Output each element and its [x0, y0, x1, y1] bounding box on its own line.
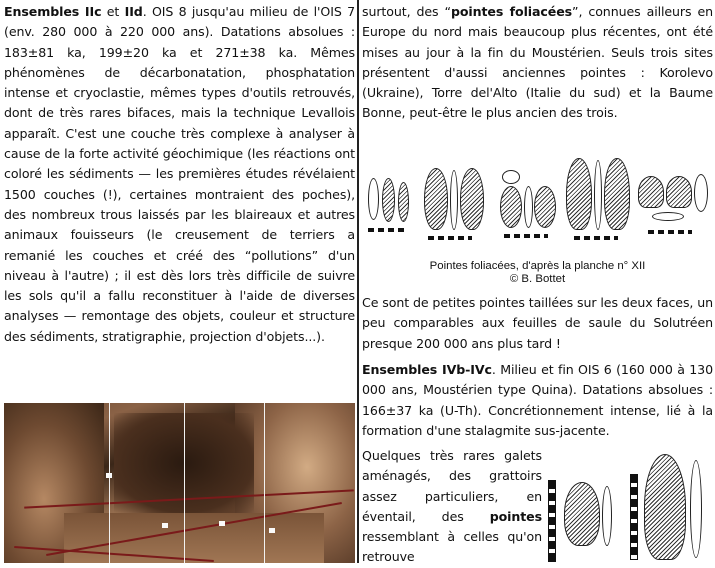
foliate-point-drawing: [368, 178, 379, 220]
scale-bar: [368, 228, 408, 232]
sample-tag: [269, 528, 275, 533]
foliate-point-drawing: [450, 170, 458, 230]
foliate-point-drawing: [534, 186, 556, 228]
figure-caption: Pointes foliacées, d'après la planche n° XII: [429, 260, 646, 272]
galets-paragraph: Quelques très rares galets aménagés, des grattoirs assez particuliers, en éventail, des pointes ressemblant à celles qu'on retrouve: [362, 448, 542, 565]
scale-bar: [630, 474, 638, 560]
foliate-point-drawing: [594, 160, 602, 230]
foliate-point-drawing: [524, 186, 533, 228]
point-drawing: [690, 460, 702, 558]
foliate-point-drawing: [694, 174, 708, 212]
ensembles-IIc-IId-text: . OIS 8 jusqu'au milieu de l'OIS 7 (env. 280 000 à 220 000 ans). Datations absolues : 183±81 ka, 199±20 ka et 271±38 ka. Mêmes phénomènes de décarbonatation, phosphatation intense et cryoclastie, mêmes types d'outils retrouvés, dont de très rares bifaces, mais la technique Levallois apparaît. C'est une couche très complexe à analyser à cause de la forte activité géochimique (les réactions ont coloré les sédiments — les premières études révélaient 1500 couches (!), certaines montraient des poches), des nombreux trous laissés par les blaireaux et autres animaux fouisseurs (le creusement de terriers a remanié les couches et créé des “pollutions” d'un niveau à l'autre) ; il est dès lors très difficile de suivre les sols qu'il a fallu reconstituer à l'aide de diverses analyses — remontage des objets, couleur et structure des sédiments, stratigraphie, projection d'objets...).: [4, 4, 355, 344]
scale-bar: [548, 480, 556, 562]
pointes-foliacees-term: pointes foliacées: [450, 4, 573, 19]
figure-credit: © B. Bottet: [509, 273, 566, 285]
foliate-point-drawing: [566, 158, 592, 230]
foliate-point-drawing: [460, 168, 484, 230]
heading-IIc: Ensembles IIc: [4, 4, 102, 19]
pointes-term: pointes: [489, 508, 542, 524]
left-column: [4, 0, 355, 347]
point-drawing: [564, 482, 600, 546]
sample-tag: [106, 473, 112, 478]
column-divider: [357, 0, 359, 563]
sample-tag: [219, 521, 225, 526]
cave-excavation-photo: [4, 403, 355, 563]
tool-drawings: [548, 452, 713, 563]
scale-bar: [428, 236, 472, 240]
foliate-point-drawing: [424, 168, 448, 230]
foliate-point-drawing: [666, 176, 692, 208]
ensembles-IIc-IId-paragraph: Ensembles IIc et IId. OIS 8 jusqu'au milieu de l'OIS 7 (env. 280 000 à 220 000 ans). Datations absolues : 183±81 ka, 199±20 ka et 271±38 ka. Mêmes phénomènes de décarbonatation, phosphatation intense et cryoclastie, mêmes types d'outils retrouvés, dont de très rares bifaces, mais la technique Levallois apparaît. C'est une couche très complexe à analyser à cause de la forte activité géochimique (les réactions ont coloré les sédiments — les premières études révélaient 1500 couches (!), certaines montraient des poches), des nombreux trous laissés par les blaireaux et autres animaux fouisseurs (le creusement de terriers a remanié les couches et créé des “pollutions” d'un niveau à l'autre) ; il est dès lors très difficile de suivre les sols qu'il a fallu reconstituer à l'aide de diverses analyses — remontage des objets, couleur et structure des sédiments, stratigraphie, projection d'objets...).: [4, 4, 355, 344]
sample-tag: [162, 523, 168, 528]
point-drawing: [644, 454, 686, 560]
foliate-point-drawing: [500, 186, 522, 228]
right-column: [362, 0, 713, 565]
ensembles-IVb-IVc-paragraph: Ensembles IVb-IVc. Milieu et fin OIS 6 (160 000 à 130 000 ans, Moustérien type Quina). Datations absolues : 166±37 ka (U-Th). Concrétionnement intense, lié à la formation d'une stalagmite sus-jacente.: [362, 362, 713, 438]
pointes-foliacees-figure: [362, 156, 713, 256]
foliate-point-drawing: [502, 170, 520, 184]
heading-IVb-IVc: Ensembles IVb-IVc: [362, 362, 492, 377]
scale-bar: [574, 236, 618, 240]
scale-bar: [648, 230, 692, 234]
foliate-point-drawing: [652, 212, 684, 221]
foliate-point-drawing: [638, 176, 664, 208]
foliate-point-drawing: [398, 182, 409, 222]
heading-IId: IId: [124, 4, 143, 19]
scale-bar: [504, 234, 548, 238]
point-drawing: [602, 486, 612, 546]
foliate-point-drawing: [604, 158, 630, 230]
small-points-paragraph: Ce sont de petites pointes taillées sur les deux faces, un peu comparables aux feuilles de saule du Solutréen presque 200 000 ans plus tard !: [362, 295, 713, 351]
foliacees-paragraph: surtout, des “pointes foliacées”, connues ailleurs en Europe du nord mais beaucoup plus récentes, ont été mises au jour à la fin du Moustérien. Seuls trois sites présentent d'aussi anciennes pointes : Korolevo (Ukraine), Torre del'Alto (Italie du sud) et la Baume Bonne, peut-être le plus ancien des trois.: [362, 4, 713, 121]
foliate-point-drawing: [382, 178, 395, 222]
